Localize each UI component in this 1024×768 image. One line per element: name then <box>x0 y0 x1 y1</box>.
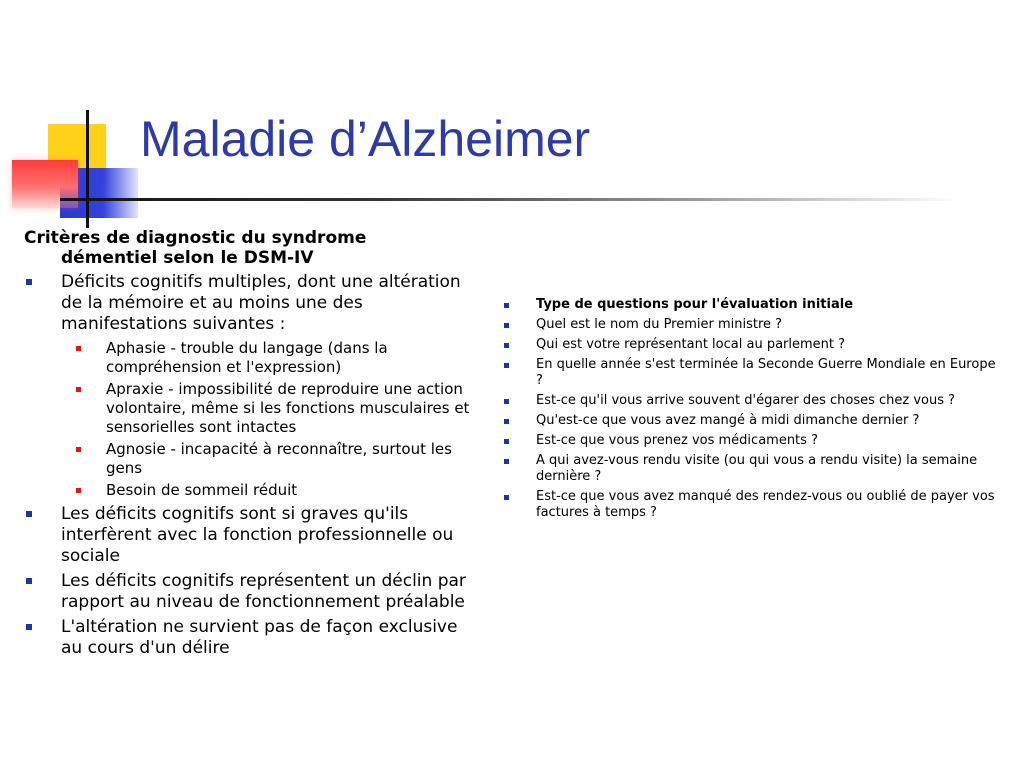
question-list-heading <box>500 297 1000 313</box>
question-item <box>500 337 1000 353</box>
square-bullet-icon <box>26 511 32 517</box>
question-item <box>500 413 1000 429</box>
question-item <box>500 393 1000 409</box>
question-item <box>500 489 1000 521</box>
question-text: Est-ce que vous prenez vos médicaments ? <box>536 433 818 448</box>
square-bullet-icon <box>504 459 509 464</box>
red-square-bullet-icon <box>76 346 81 351</box>
red-square-bullet-icon <box>76 447 81 452</box>
title-underline <box>60 198 960 201</box>
square-bullet-icon <box>504 495 509 500</box>
criteria-subitem-text: Aphasie - trouble du langage (dans la compréhension et l'expression) <box>106 339 388 376</box>
question-text: A qui avez-vous rendu visite (ou qui vous a rendu visite) la semaine dernière ? <box>536 453 978 484</box>
criteria-item <box>24 571 484 613</box>
question-item <box>500 453 1000 485</box>
square-bullet-icon <box>504 363 509 368</box>
right-column <box>500 297 1000 525</box>
square-bullet-icon <box>504 399 509 404</box>
criteria-item-text: Les déficits cognitifs représentent un déclin par rapport au niveau de fonctionnement préalable <box>61 571 466 612</box>
criteria-subitem-text: Agnosie - incapacité à reconnaître, surtout les gens <box>106 440 452 477</box>
square-bullet-icon <box>504 303 509 308</box>
slide-title: Maladie d’Alzheimer <box>140 111 591 167</box>
criteria-subitem-text: Apraxie - impossibilité de reproduire une action volontaire, même si les fonctions musculaires et sensorielles sont intactes <box>106 380 470 436</box>
criteria-item <box>24 504 484 567</box>
logo-vertical-line <box>86 110 89 228</box>
question-text: Est-ce qu'il vous arrive souvent d'égarer des choses chez vous ? <box>536 393 956 408</box>
left-heading-line1: Critères de diagnostic du syndrome <box>24 228 367 248</box>
left-heading-line2: démentiel selon le DSM-IV <box>61 248 314 268</box>
question-text: Est-ce que vous avez manqué des rendez-vous ou oublié de payer vos factures à temps ? <box>536 489 995 520</box>
square-bullet-icon <box>26 624 32 630</box>
square-bullet-icon <box>26 578 32 584</box>
question-text: Qu'est-ce que vous avez mangé à midi dimanche dernier ? <box>536 413 920 428</box>
question-item <box>500 433 1000 449</box>
question-item <box>500 317 1000 333</box>
criteria-subitem-text: Besoin de sommeil réduit <box>106 481 298 499</box>
square-bullet-icon <box>504 419 509 424</box>
question-item <box>500 357 1000 389</box>
criteria-subitem <box>24 339 484 377</box>
square-bullet-icon <box>504 323 509 328</box>
criteria-item <box>24 617 484 659</box>
criteria-subitem <box>24 440 484 478</box>
left-heading <box>24 228 484 268</box>
criteria-item <box>24 272 484 335</box>
criteria-item-text: Déficits cognitifs multiples, dont une altération de la mémoire et au moins une des manifestations suivantes : <box>61 272 461 334</box>
square-bullet-icon <box>26 279 32 285</box>
question-text: Quel est le nom du Premier ministre ? <box>536 317 783 332</box>
left-column <box>24 228 484 663</box>
criteria-item-text: Les déficits cognitifs sont si graves qu'ils interfèrent avec la fonction professionnelle ou sociale <box>61 504 454 566</box>
question-text: Type de questions pour l'évaluation initiale <box>536 297 854 312</box>
square-bullet-icon <box>504 439 509 444</box>
red-square-bullet-icon <box>76 387 81 392</box>
criteria-subitem <box>24 380 484 437</box>
slide-logo <box>0 0 140 230</box>
red-square-bullet-icon <box>76 488 81 493</box>
question-text: En quelle année s'est terminée la Seconde Guerre Mondiale en Europe ? <box>536 357 996 388</box>
criteria-subitem <box>24 481 484 500</box>
criteria-item-text: L'altération ne survient pas de façon exclusive au cours d'un délire <box>61 617 458 658</box>
criteria-subitems <box>24 339 484 500</box>
square-bullet-icon <box>504 343 509 348</box>
question-text: Qui est votre représentant local au parlement ? <box>536 337 846 352</box>
